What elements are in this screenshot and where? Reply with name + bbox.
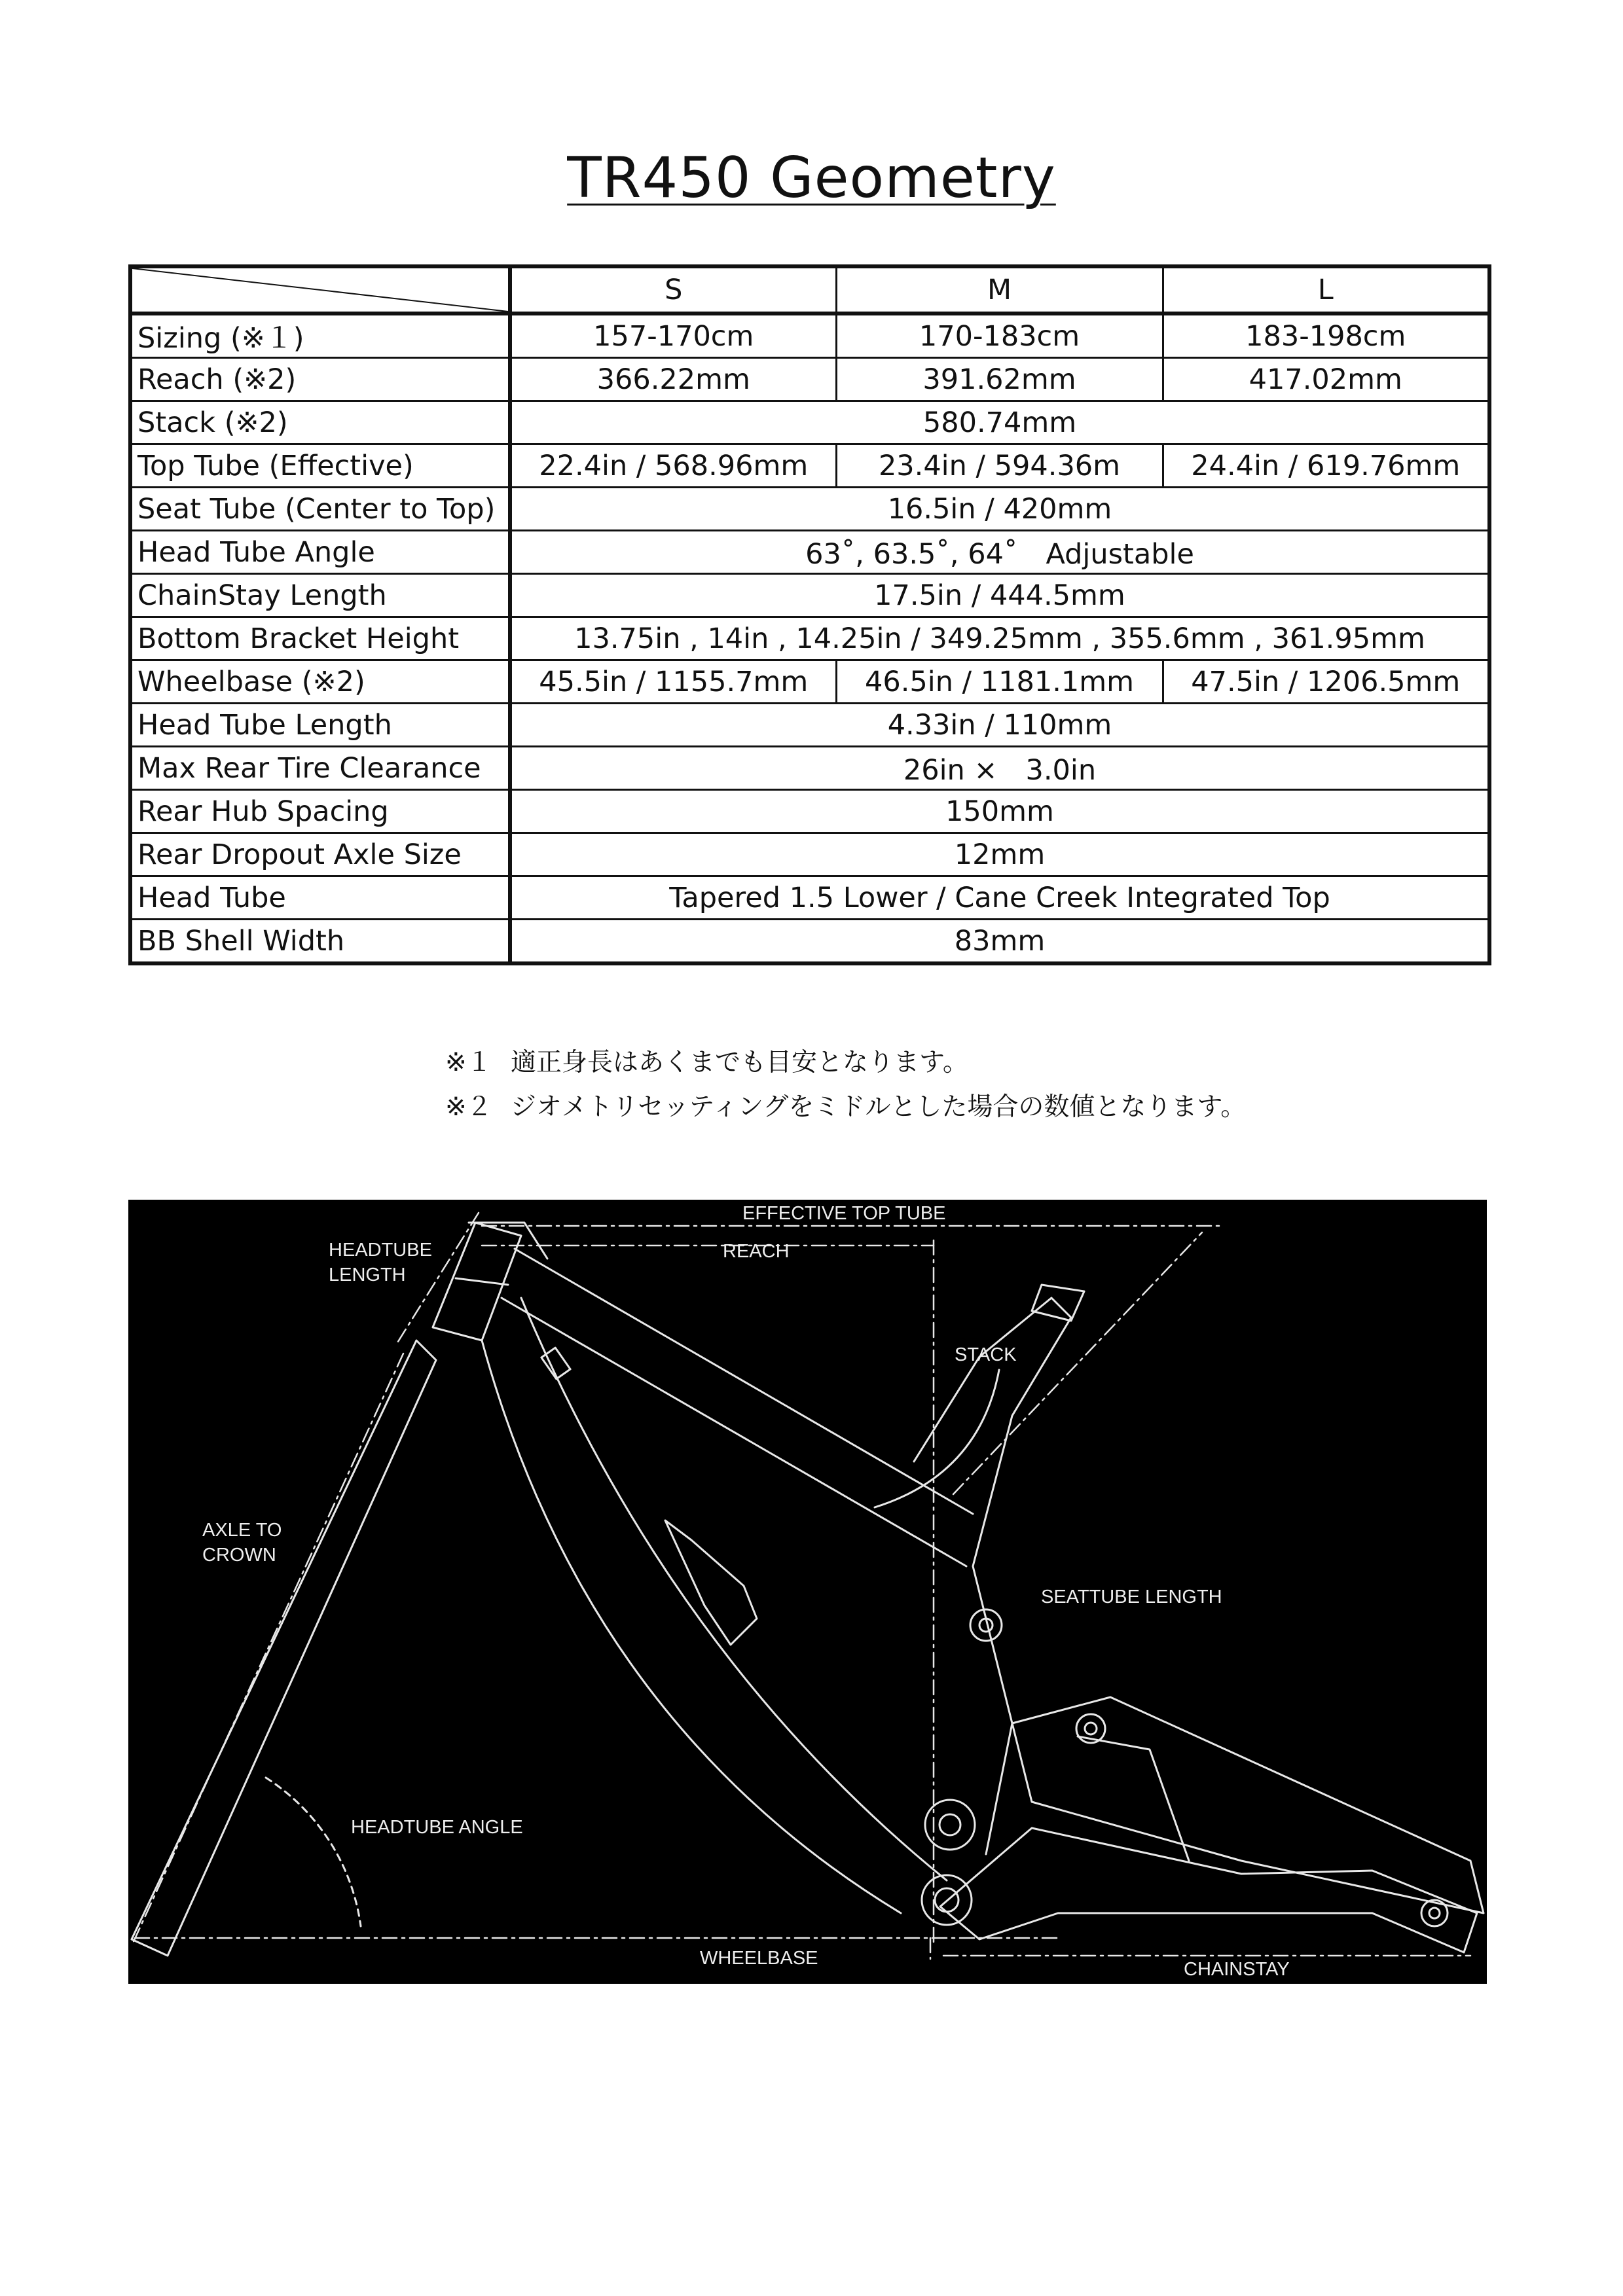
down-tube [482,1298,947,1913]
seat-tube [875,1298,1071,1854]
cell-value-span: 150mm [510,790,1489,833]
row-label: Reach (※2) [130,358,510,401]
cell-value-span: 63˚, 63.5˚, 64˚ Adjustable [510,531,1489,574]
cell-value: 157-170cm [510,314,836,358]
cell-value-span: Tapered 1.5 Lower / Cane Creek Integrated Top [510,876,1489,920]
footnote-1 [445,1041,1246,1085]
cell-value: 391.62mm [836,358,1163,401]
footnote-text: 適正身長はあくまでも目安となります。 [511,1048,968,1077]
cell-value-span: 83mm [510,920,1489,964]
cell-value-span: 4.33in / 110mm [510,704,1489,747]
page-title-text: TR450 Geometry [567,145,1056,211]
geometry-diagram [128,1200,1487,1984]
fork-leg [132,1340,436,1956]
footnote-mark: ※１ [445,1048,492,1077]
effective-top-tube-label: EFFECTIVE TOP TUBE [742,1203,946,1224]
upper-pivot [970,1609,1002,1641]
cell-value-span: 17.5in / 444.5mm [510,574,1489,617]
cell-value: 183-198cm [1163,314,1489,358]
cell-value: 170-183cm [836,314,1163,358]
geometry-table [128,264,1491,965]
row-label: Top Tube (Effective) [130,444,510,488]
cell-value-span: 580.74mm [510,401,1489,444]
page-title [0,145,1623,211]
headtube-angle-label: HEADTUBE ANGLE [351,1817,523,1838]
cell-value: 23.4in / 594.36m [836,444,1163,488]
chain-stay [940,1828,1477,1952]
table-row [130,574,1489,617]
stack-label: STACK [955,1344,1017,1365]
table-row [130,401,1489,444]
row-label: Head Tube Length [130,704,510,747]
wheelbase-label: WHEELBASE [700,1948,818,1969]
size-header-l: L [1163,266,1489,314]
table-row [130,444,1489,488]
row-label: Head Tube Angle [130,531,510,574]
cell-value-span: 26in × 3.0in [510,747,1489,790]
cell-value: 46.5in / 1181.1mm [836,660,1163,704]
cell-value-span: 12mm [510,833,1489,876]
rear-axle [1421,1900,1448,1926]
footnotes [445,1041,1246,1130]
table-row [130,747,1489,790]
chainstay-label: CHAINSTAY [1184,1959,1290,1980]
size-header-s: S [510,266,836,314]
table-row [130,358,1489,401]
footnote-2 [445,1085,1246,1130]
row-label: Rear Dropout Axle Size [130,833,510,876]
axle-to-crown-dim-line [132,1354,403,1946]
bike-frame-drawing [128,1200,1487,1984]
table-row [130,790,1489,833]
cell-value-span: 16.5in / 420mm [510,488,1489,531]
axle-to-crown-label: AXLE TO CROWN [202,1520,282,1566]
footnote-mark: ※２ [445,1092,492,1122]
reach-label: REACH [723,1241,790,1262]
cell-value: 366.22mm [510,358,836,401]
footnote-text: ジオメトリセッティングをミドルとした場合の数値となります。 [511,1092,1247,1122]
row-label: Sizing (※１) [130,314,510,358]
cell-value: 47.5in / 1206.5mm [1163,660,1489,704]
table-row [130,660,1489,704]
row-label: Rear Hub Spacing [130,790,510,833]
cell-value-span: 13.75in , 14in , 14.25in / 349.25mm , 355.6mm , 361.95mm [510,617,1489,660]
cell-value: 417.02mm [1163,358,1489,401]
headtube-length-label: HEADTUBE LENGTH [329,1240,432,1285]
cell-value: 22.4in / 568.96mm [510,444,836,488]
cell-value: 45.5in / 1155.7mm [510,660,836,704]
table-row [130,704,1489,747]
main-pivot [925,1800,975,1850]
headtube-angle-arc [266,1778,361,1926]
seat-stay [1012,1697,1484,1913]
cell-value: 24.4in / 619.76mm [1163,444,1489,488]
corner-diagonal [132,268,508,312]
seat-clamp [1032,1285,1084,1321]
size-header-m: M [836,266,1163,314]
row-label: Stack (※2) [130,401,510,444]
bottle-mount [665,1520,757,1645]
table-row [130,876,1489,920]
row-label: Head Tube [130,876,510,920]
row-label: Max Rear Tire Clearance [130,747,510,790]
table-row [130,920,1489,964]
row-label: Wheelbase (※2) [130,660,510,704]
seattube-length-label: SEATTUBE LENGTH [1041,1587,1222,1607]
table-corner-cell [130,266,510,314]
row-label: Seat Tube (Center to Top) [130,488,510,531]
row-label: Bottom Bracket Height [130,617,510,660]
table-header-row [130,266,1489,314]
row-label: ChainStay Length [130,574,510,617]
table-row [130,531,1489,574]
row-label: BB Shell Width [130,920,510,964]
table-row [130,314,1489,358]
table-row [130,833,1489,876]
table-row [130,488,1489,531]
table-row [130,617,1489,660]
